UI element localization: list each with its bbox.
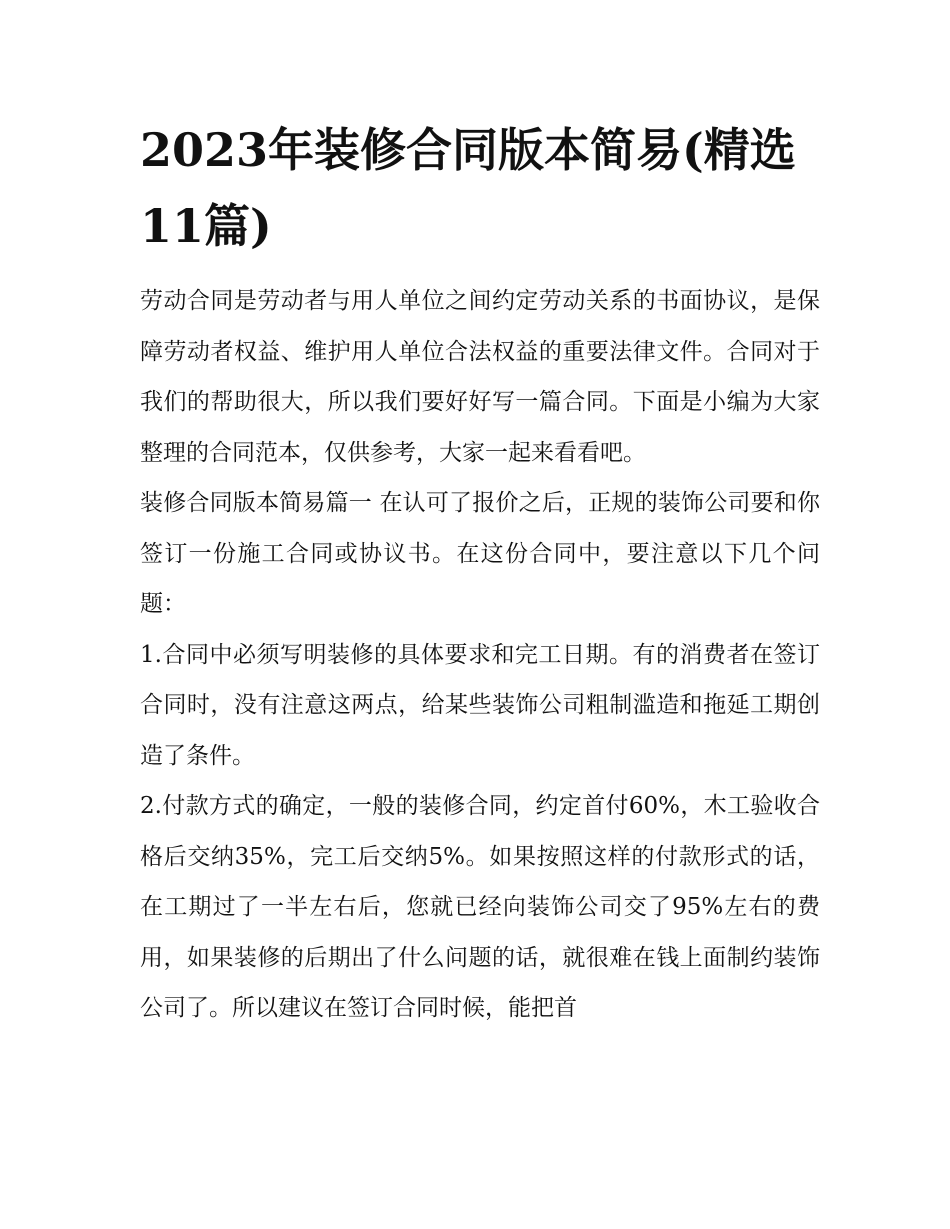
item-two-paragraph: 2.付款方式的确定，一般的装修合同，约定首付60%，木工验收合格后交纳35%，完工后交纳5%。如果按照这样的付款形式的话，在工期过了一半左右后，您就已经向装饰公司交了95%左右的费用，如果装修的后期出了什么问题的话，就很难在钱上面制约装饰公司了。所以建议在签订合同时候，能把首 bbox=[140, 793, 820, 1021]
document-title: 2023年装修合同版本简易(精选11篇) bbox=[140, 123, 796, 253]
intro-paragraph: 劳动合同是劳动者与用人单位之间约定劳动关系的书面协议，是保障劳动者权益、维护用人单位合法权益的重要法律文件。合同对于我们的帮助很大，所以我们要好好写一篇合同。下面是小编为大家整理的合同范本，仅供参考，大家一起来看看吧。 bbox=[140, 288, 820, 466]
section-one-paragraph: 装修合同版本简易篇一 在认可了报价之后，正规的装饰公司要和你签订一份施工合同或协议书。在这份合同中，要注意以下几个问题： bbox=[140, 490, 820, 617]
item-one-paragraph: 1.合同中必须写明装修的具体要求和完工日期。有的消费者在签订合同时，没有注意这两点，给某些装饰公司粗制滥造和拖延工期创造了条件。 bbox=[140, 641, 820, 769]
document-body bbox=[140, 112, 820, 1034]
